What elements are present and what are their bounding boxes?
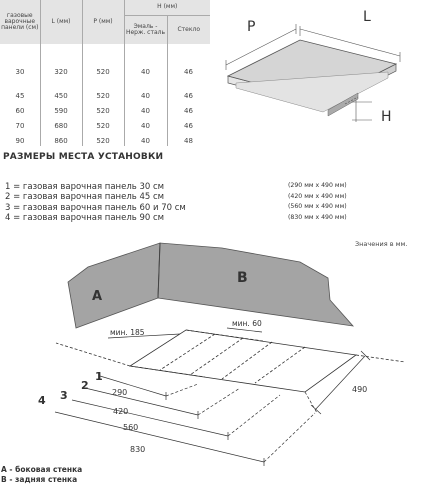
cell: 520 [96, 121, 110, 130]
min-back-label: мин. 60 [232, 319, 262, 328]
cell: 48 [184, 136, 193, 145]
width-label: 830 [130, 445, 146, 454]
legend-item: A - боковая стенка [1, 465, 83, 474]
list-item: 1 = газовая варочная панель 30 см [5, 182, 165, 192]
list-item: 3 = газовая варочная панель 60 и 70 см [5, 202, 186, 213]
header-width: газовые варочные панели (см) [0, 0, 40, 44]
cell: 590 [54, 106, 68, 115]
list-item: 2 = газовая варочная панель 45 см [5, 192, 165, 203]
cell: 520 [96, 91, 110, 100]
cutout-outlines [56, 330, 405, 392]
cell: 520 [96, 68, 110, 76]
cell: 40 [141, 91, 150, 100]
cell: 46 [184, 68, 193, 76]
cell: 30 [15, 68, 25, 76]
cell: 40 [141, 68, 150, 76]
label-h: H [381, 109, 392, 125]
panel-number: 4 [38, 394, 46, 407]
header-h: H (мм) [124, 0, 210, 16]
cell: 40 [141, 121, 150, 130]
cell: 45 [15, 91, 25, 100]
cutout-list [288, 181, 347, 223]
width-label: 560 [123, 423, 139, 432]
header-enamel: Эмаль - Нерж. сталь [124, 16, 167, 45]
header-l: L (мм) [40, 0, 82, 44]
section-title: РАЗМЕРЫ МЕСТА УСТАНОВКИ [3, 152, 164, 162]
legend [1, 465, 82, 485]
cell: 60 [15, 106, 25, 115]
header-p: P (мм) [82, 0, 124, 44]
width-label: 290 [112, 388, 128, 397]
panel-number: 1 [95, 370, 103, 383]
list-item: (290 мм x 490 мм) [288, 182, 347, 189]
cell: 520 [96, 136, 110, 145]
label-l: L [363, 9, 371, 25]
cell: 40 [141, 106, 150, 115]
back-wall-b [158, 243, 353, 326]
cell: 70 [15, 121, 25, 130]
cell: 46 [184, 121, 193, 130]
cell: 450 [54, 91, 68, 100]
cell: 90 [15, 136, 25, 145]
panel-number: 3 [60, 389, 68, 402]
depth-label: 490 [352, 385, 368, 394]
list-item: 4 = газовая варочная панель 90 см [5, 213, 165, 224]
width-label: 420 [113, 407, 129, 416]
min-back-line [227, 328, 262, 332]
width-dimensions [55, 372, 315, 466]
table-dividers [41, 0, 168, 146]
cell: 680 [54, 121, 68, 130]
label-p: P [247, 19, 256, 35]
legend-item: B - задняя стенка [1, 475, 78, 484]
hob-drawing [226, 9, 400, 125]
min-side-label: мин. 185 [110, 328, 145, 337]
cell: 860 [54, 136, 68, 145]
cell: 46 [184, 106, 193, 115]
installation-diagram [38, 243, 405, 466]
list-item: (420 мм x 490 мм) [288, 192, 347, 200]
header-glass: Стекло [167, 16, 210, 45]
side-wall-a [68, 243, 160, 328]
cell: 520 [96, 106, 110, 115]
wall-a-label: A [92, 289, 103, 304]
cell: 40 [141, 136, 150, 145]
list-item: (830 мм x 490 мм) [288, 213, 347, 221]
panel-number: 2 [81, 379, 89, 392]
cell: 46 [184, 91, 193, 100]
values-note: Значения в мм. [355, 240, 408, 248]
panel-list [5, 182, 186, 224]
cell: 320 [54, 68, 68, 76]
wall-b-label: B [237, 270, 248, 286]
list-item: (560 мм x 490 мм) [288, 203, 347, 211]
